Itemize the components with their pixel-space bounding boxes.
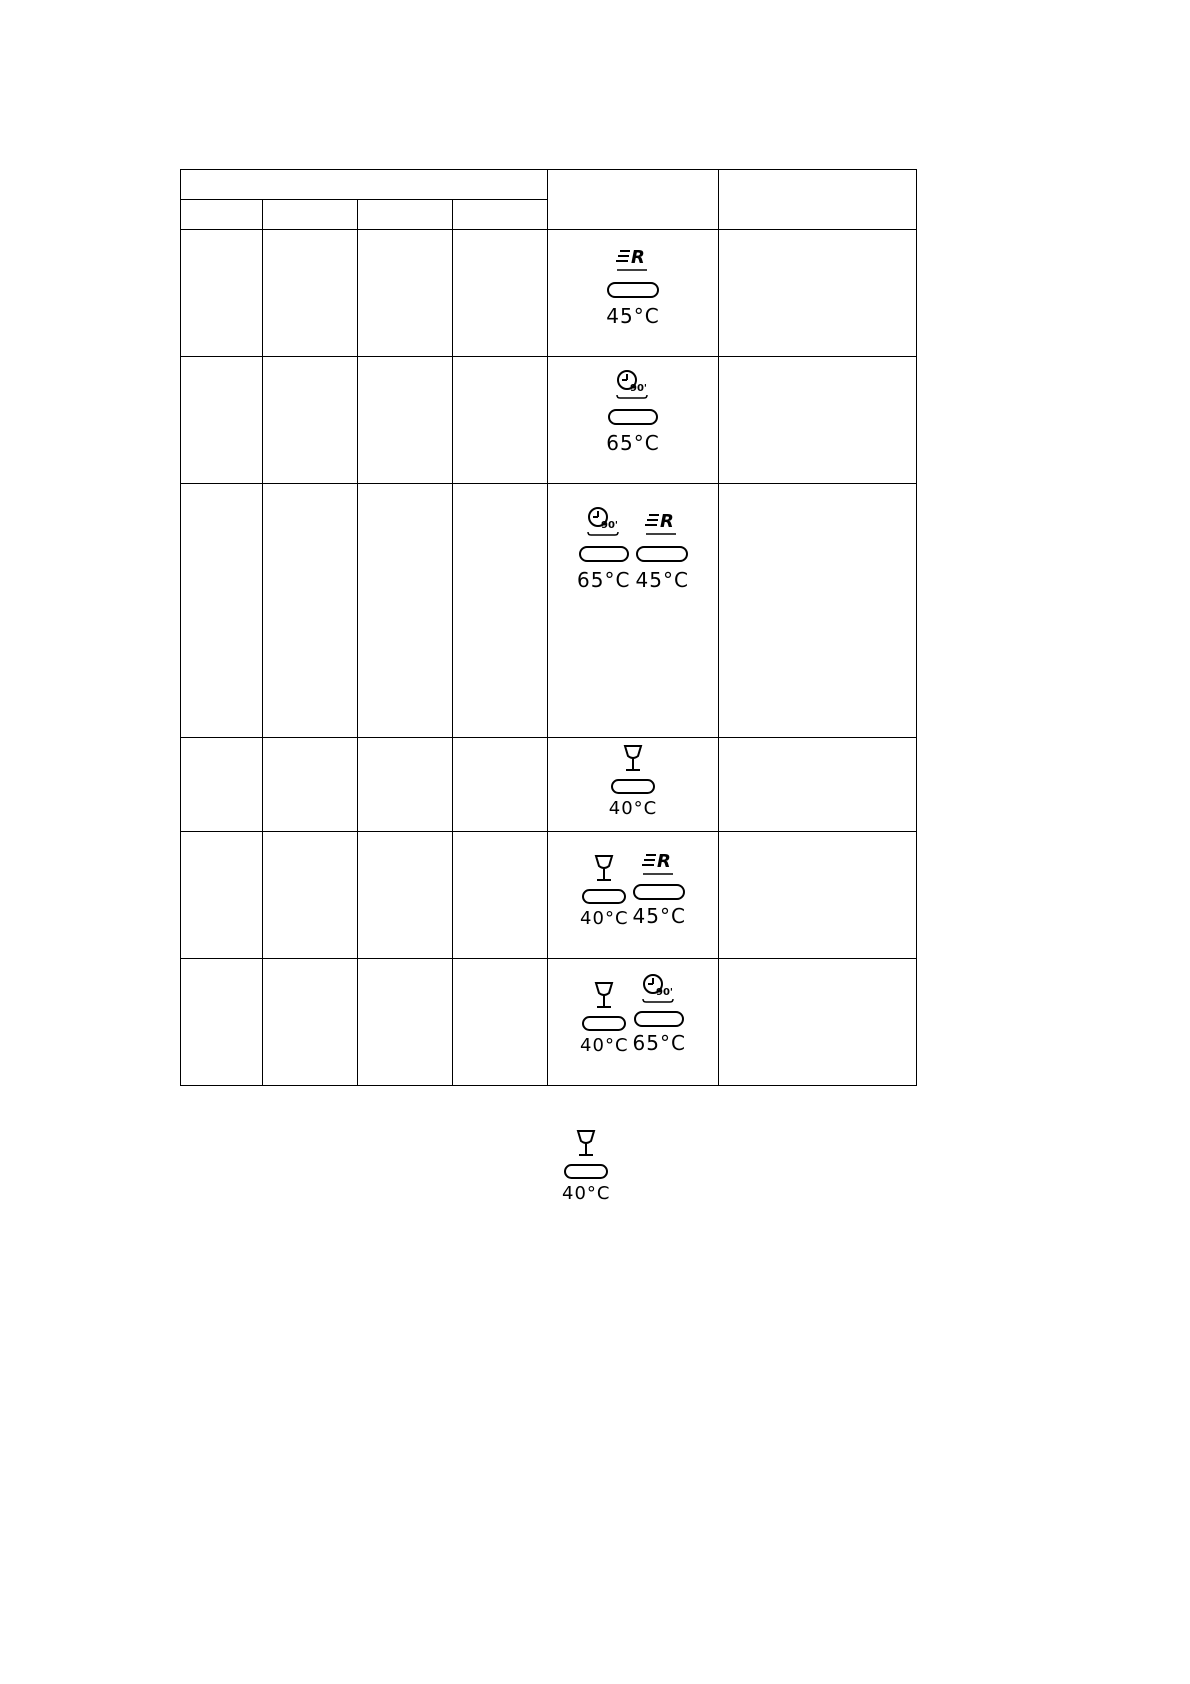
program-symbol bbox=[633, 846, 686, 928]
table-cell bbox=[453, 230, 548, 357]
notes-cell bbox=[719, 738, 917, 832]
table-cell bbox=[181, 959, 263, 1086]
table-cell bbox=[358, 832, 453, 959]
temperature-label: 40°C bbox=[580, 1035, 629, 1056]
header-subcol-cell bbox=[358, 200, 453, 230]
program-button bbox=[611, 779, 655, 794]
table-cell bbox=[263, 738, 358, 832]
program-button bbox=[636, 546, 688, 562]
temperature-label: 65°C bbox=[632, 1031, 686, 1055]
svg-text:90': 90' bbox=[600, 520, 618, 531]
rapid-wash-icon bbox=[645, 506, 679, 540]
program-table bbox=[180, 169, 917, 1086]
svg-text:R: R bbox=[657, 851, 672, 872]
notes-cell bbox=[719, 357, 917, 484]
table-cell bbox=[453, 832, 548, 959]
notes-cell bbox=[719, 484, 917, 738]
table-cell bbox=[358, 230, 453, 357]
program-button bbox=[633, 884, 685, 900]
program-symbol bbox=[633, 973, 686, 1055]
table-cell bbox=[263, 832, 358, 959]
program-symbol bbox=[606, 369, 659, 453]
table-cell bbox=[453, 484, 548, 738]
program-symbol bbox=[609, 743, 657, 818]
table-cell bbox=[181, 738, 263, 832]
svg-text:90': 90' bbox=[656, 987, 674, 998]
svg-text:R: R bbox=[630, 247, 645, 268]
table-cell bbox=[358, 357, 453, 484]
header-subcol-cell bbox=[453, 200, 548, 230]
table-cell bbox=[181, 230, 263, 357]
header-program-cell bbox=[548, 170, 719, 230]
temperature-label: 45°C bbox=[635, 568, 689, 592]
table-cell bbox=[263, 959, 358, 1086]
program-symbol bbox=[577, 506, 630, 590]
program-symbol-cell bbox=[548, 484, 719, 738]
table-cell bbox=[263, 230, 358, 357]
program-button bbox=[634, 1011, 684, 1027]
program-button bbox=[607, 282, 659, 298]
table-cell bbox=[358, 738, 453, 832]
wine-glass-icon bbox=[592, 853, 616, 883]
rapid-wash-icon bbox=[616, 242, 650, 276]
90-minute-clock-icon bbox=[641, 973, 677, 1007]
program-symbol bbox=[636, 506, 689, 590]
program-symbol-cell bbox=[548, 738, 719, 832]
temperature-label: 40°C bbox=[580, 908, 629, 929]
table-cell bbox=[181, 484, 263, 738]
program-symbol-pair bbox=[548, 973, 718, 1055]
table-cell bbox=[181, 357, 263, 484]
table-cell bbox=[453, 959, 548, 1086]
table-row bbox=[181, 959, 917, 1086]
program-symbol-cell bbox=[548, 959, 719, 1086]
90-minute-clock-icon bbox=[586, 506, 622, 540]
program-symbol bbox=[580, 980, 628, 1055]
table-cell bbox=[263, 357, 358, 484]
header-group-cell bbox=[181, 170, 548, 200]
temperature-label: 45°C bbox=[632, 904, 686, 928]
program-button bbox=[582, 1016, 626, 1031]
temperature-label: 65°C bbox=[577, 568, 631, 592]
program-symbol bbox=[580, 853, 628, 928]
table-row bbox=[181, 484, 917, 738]
table-cell bbox=[358, 959, 453, 1086]
wine-glass-icon bbox=[592, 980, 616, 1010]
table-row bbox=[181, 230, 917, 357]
temperature-label: 65°C bbox=[606, 431, 660, 455]
program-button bbox=[608, 409, 658, 425]
notes-cell bbox=[719, 959, 917, 1086]
program-button bbox=[579, 546, 629, 562]
program-symbol-pair bbox=[548, 846, 718, 928]
temperature-label: 40°C bbox=[608, 798, 658, 819]
table-row bbox=[181, 738, 917, 832]
rapid-wash-icon bbox=[642, 846, 676, 880]
wine-glass-icon bbox=[621, 743, 645, 773]
program-button bbox=[582, 889, 626, 904]
table-cell bbox=[358, 484, 453, 738]
program-symbol-cell bbox=[548, 832, 719, 959]
table-row bbox=[181, 832, 917, 959]
table-row bbox=[181, 357, 917, 484]
90-minute-clock-icon bbox=[615, 369, 651, 403]
program-symbol-cell bbox=[548, 357, 719, 484]
table-cell bbox=[181, 832, 263, 959]
temperature-label: 40°C bbox=[562, 1183, 611, 1204]
header-notes-cell bbox=[719, 170, 917, 230]
svg-text:90': 90' bbox=[629, 383, 647, 394]
header-subcol-cell bbox=[263, 200, 358, 230]
svg-text:R: R bbox=[660, 511, 675, 532]
table-cell bbox=[263, 484, 358, 738]
header-subcol-cell bbox=[181, 200, 263, 230]
temperature-label: 45°C bbox=[606, 304, 660, 328]
notes-cell bbox=[719, 832, 917, 959]
program-symbol bbox=[562, 1128, 610, 1203]
table-cell bbox=[453, 738, 548, 832]
table-cell bbox=[453, 357, 548, 484]
program-symbol bbox=[606, 242, 659, 326]
program-button bbox=[564, 1164, 608, 1179]
notes-cell bbox=[719, 230, 917, 357]
program-symbol-cell bbox=[548, 230, 719, 357]
wine-glass-icon bbox=[574, 1128, 598, 1158]
